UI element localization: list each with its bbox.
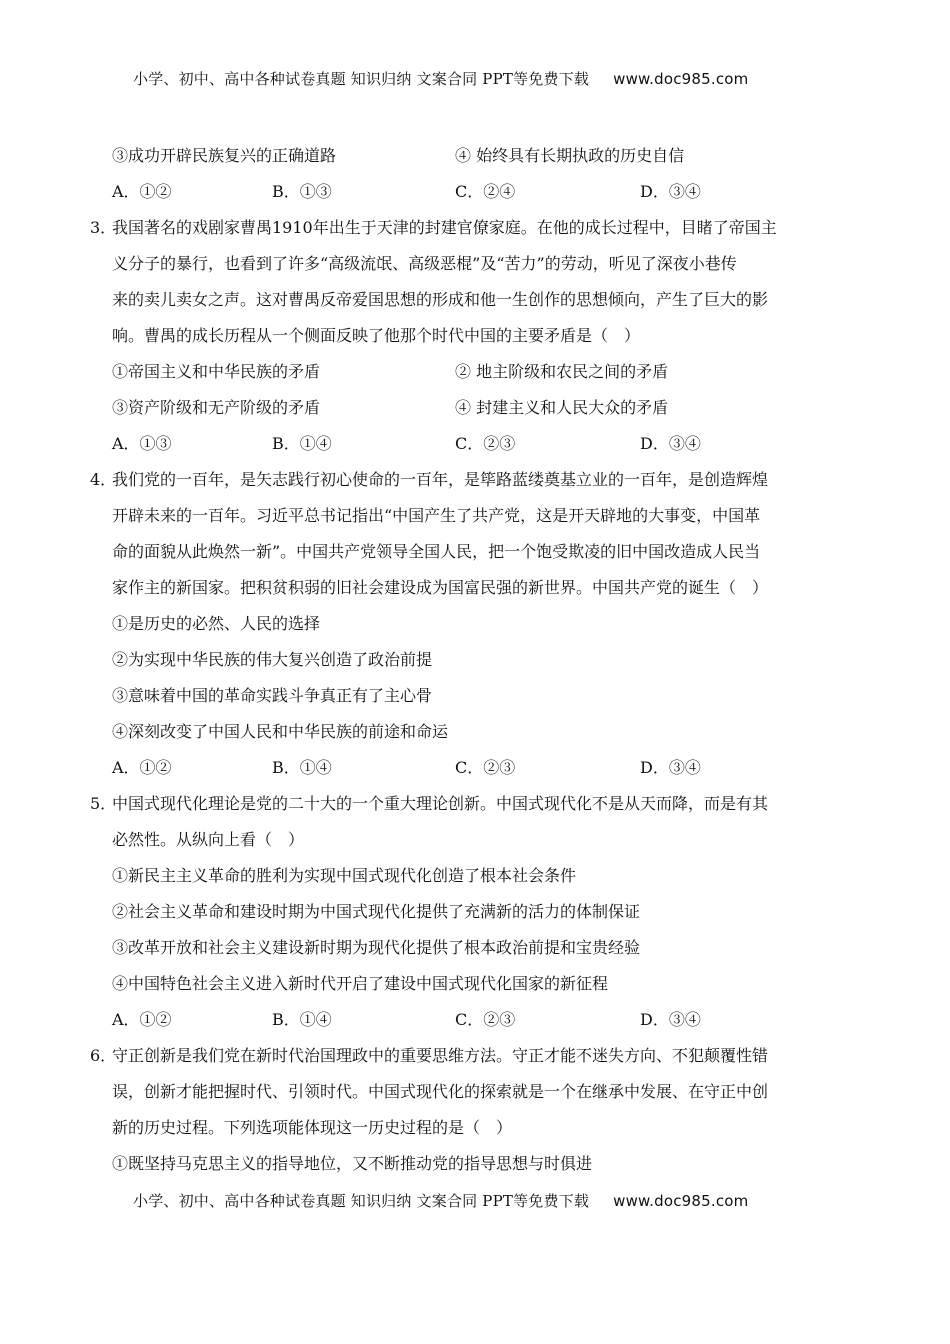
q4-option-2: ②为实现中华民族的伟大复兴创造了政治前提 [112,650,433,669]
q4-answer-a[interactable]: A．①② [112,758,172,777]
q5-number: 5． [90,794,117,813]
q5-answer-c[interactable]: C．②③ [455,1010,516,1029]
q4-stem-text-1: 我们党的一百年，是矢志践行初心使命的一百年，是筚路蓝缕奠基立业的一百年，是创造辉煌 [112,470,769,489]
header-site-link[interactable]: www.doc985.com [613,70,749,88]
q4-answer-c[interactable]: C．②③ [455,758,516,777]
q3-stem-line-3: 来的卖儿卖女之声。这对曹禺反帝爱国思想的形成和他一生创作的思想倾向，产生了巨大的影 [112,290,769,309]
q2-answer-c[interactable]: C．②④ [455,182,516,201]
q2-option-3: ③成功开辟民族复兴的正确道路 [112,146,337,165]
q2-answer-a[interactable]: A．①② [112,182,172,201]
page-header [133,68,749,89]
q3-option-4: ④ 封建主义和人民大众的矛盾 [455,398,669,417]
q4-answers [90,750,810,786]
q2-answers [90,174,810,210]
q3-answer-c[interactable]: C．②③ [455,434,516,453]
q5-option-4: ④中国特色社会主义进入新时代开启了建设中国式现代化国家的新征程 [112,974,609,993]
q6-stem-line-1 [90,1038,810,1074]
q5-answer-b[interactable]: B．①④ [272,1010,332,1029]
q4-answer-b[interactable]: B．①④ [272,758,332,777]
q5-stem-text-1: 中国式现代化理论是党的二十大的一个重大理论创新。中国式现代化不是从天而降，而是有其 [112,794,769,813]
q5-option-1: ①新民主主义革命的胜利为实现中国式现代化创造了根本社会条件 [112,866,577,885]
q5-answer-a[interactable]: A．①② [112,1010,172,1029]
q2-answer-b[interactable]: B．①③ [272,182,332,201]
q3-options-row-2 [90,390,810,426]
q4-option-4: ④深刻改变了中国人民和中华民族的前途和命运 [112,722,449,741]
q5-option-2: ②社会主义革命和建设时期为中国式现代化提供了充满新的活力的体制保证 [112,902,641,921]
q3-option-2: ② 地主阶级和农民之间的矛盾 [455,362,669,381]
q4-stem-line-1 [90,462,810,498]
q3-answers [90,426,810,462]
page-footer [133,1190,749,1211]
q3-options-row-1 [90,354,810,390]
q6-stem-text-1: 守正创新是我们党在新时代治国理政中的重要思维方法。守正才能不迷失方向、不犯颠覆性错 [112,1046,769,1065]
q5-answers [90,1002,810,1038]
q4-number: 4． [90,470,117,489]
footer-site-link[interactable]: www.doc985.com [613,1192,749,1210]
q4-option-3: ③意味着中国的革命实践斗争真正有了主心骨 [112,686,433,705]
q3-number: 3． [90,218,117,237]
q3-stem-line-2: 义分子的暴行，也看到了许多“高级流氓、高级恶棍”及“苦力”的劳动，听见了深夜小巷传 [112,254,737,273]
q6-option-1: ①既坚持马克思主义的指导地位，又不断推动党的指导思想与时俱进 [112,1154,593,1173]
q5-answer-d[interactable]: D．③④ [640,1010,701,1029]
q5-stem-line-1 [90,786,810,822]
q4-option-1: ①是历史的必然、人民的选择 [112,614,321,633]
q6-number: 6． [90,1046,117,1065]
q4-stem-line-3: 命的面貌从此焕然一新”。中国共产党领导全国人民，把一个饱受欺凌的旧中国改造成人民当 [112,542,761,561]
q3-answer-b[interactable]: B．①④ [272,434,332,453]
q5-stem-line-2: 必然性。从纵向上看（ ） [112,830,305,849]
q2-options-row-2 [90,138,810,174]
q6-stem-line-2: 误，创新才能把握时代、引领时代。中国式现代化的探索就是一个在继承中发展、在守正中创 [112,1082,769,1101]
q3-stem-line-4: 响。曹禺的成长历程从一个侧面反映了他那个时代中国的主要矛盾是（ ） [112,326,641,345]
q3-stem-text-1: 我国著名的戏剧家曹禺1910年出生于天津的封建官僚家庭。在他的成长过程中，目睹了帝国主 [112,218,777,237]
header-text: 小学、初中、高中各种试卷真题 知识归纳 文案合同 PPT等免费下载 [133,70,590,88]
q3-answer-d[interactable]: D．③④ [640,434,701,453]
q3-stem-line-1 [90,210,810,246]
q4-stem-line-4: 家作主的新国家。把积贫积弱的旧社会建设成为国富民强的新世界。中国共产党的诞生（ ） [112,578,769,597]
q4-answer-d[interactable]: D．③④ [640,758,701,777]
exam-content [90,138,810,1182]
q2-option-4: ④ 始终具有长期执政的历史自信 [455,146,685,165]
q3-option-3: ③资产阶级和无产阶级的矛盾 [112,398,321,417]
footer-text: 小学、初中、高中各种试卷真题 知识归纳 文案合同 PPT等免费下载 [133,1192,590,1210]
q2-answer-d[interactable]: D．③④ [640,182,701,201]
q4-stem-line-2: 开辟未来的一百年。习近平总书记指出“中国产生了共产党，这是开天辟地的大事变，中国革 [112,506,761,525]
q6-stem-line-3: 新的历史过程。下列选项能体现这一历史过程的是（ ） [112,1118,513,1137]
q5-option-3: ③改革开放和社会主义建设新时期为现代化提供了根本政治前提和宝贵经验 [112,938,641,957]
q3-answer-a[interactable]: A．①③ [112,434,172,453]
q3-option-1: ①帝国主义和中华民族的矛盾 [112,362,321,381]
